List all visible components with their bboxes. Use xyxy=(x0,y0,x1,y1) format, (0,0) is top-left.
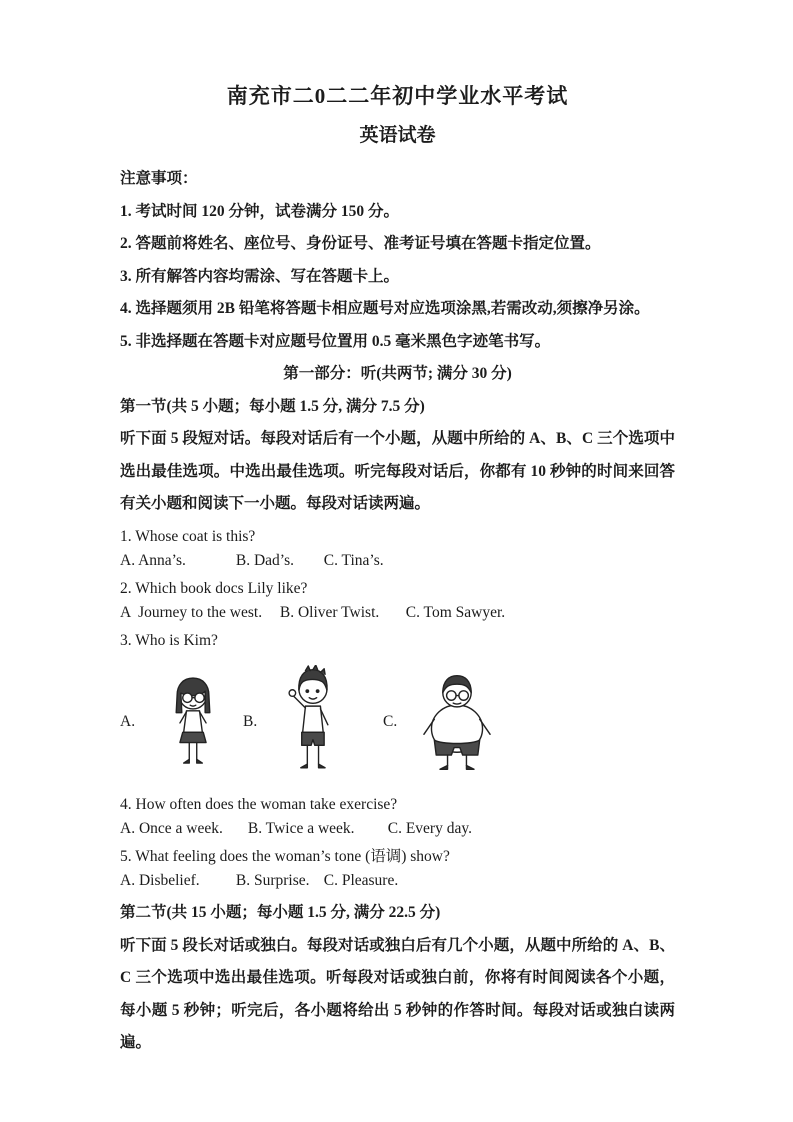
question-5-options xyxy=(120,869,675,893)
notice-heading: 注意事项： xyxy=(120,170,198,187)
question-5-option-b: B. Surprise. xyxy=(235,872,310,890)
kim-option-a-girl-glasses-image xyxy=(165,668,221,776)
question-1-options xyxy=(120,549,675,573)
question-2-option-a: A Journey to the west. xyxy=(120,604,263,622)
question-3-option-a-label: A. xyxy=(120,713,136,731)
question-5 xyxy=(120,845,675,893)
notice-item-3: 3. 所有解答内容均需涂、写在答题卡上。 xyxy=(120,267,400,285)
question-1-option-a: A. Anna’s. xyxy=(120,552,186,570)
question-1-option-c: C. Tina’s. xyxy=(323,552,384,570)
question-4-option-a: A. Once a week. xyxy=(120,820,223,838)
exam-subtitle: 英语试卷 xyxy=(359,125,436,146)
section1-heading: 第一节(共 5 小题；每小题 1.5 分, 满分 7.5 分) xyxy=(120,397,425,415)
question-3-image-options xyxy=(120,661,675,783)
question-5-option-a: A. Disbelief. xyxy=(120,872,200,890)
question-4-option-b: B. Twice a week. xyxy=(247,820,355,838)
question-2-option-c: C. Tom Sawyer. xyxy=(405,604,506,622)
question-4-option-c: C. Every day. xyxy=(387,820,472,838)
notice-item-4: 4. 选择题须用 2B 铅笔将答题卡相应题号对应选项涂黑,若需改动,须擦净另涂。 xyxy=(120,300,650,318)
kim-option-c-chubby-boy-glasses-image xyxy=(415,670,499,774)
notice-item-5: 5. 非选择题在答题卡对应题号位置用 0.5 毫米黑色字迹笔书写。 xyxy=(120,332,551,350)
section2-instructions: 听下面 5 段长对话或独白。每段对话或独白后有几个小题，从题中所给的 A、B、C 三个选项中选出最佳选项。听每段对话或独白前，你将有时间阅读各个小题，每小题 5 秒钟；听完后，各小题将给出 5 秒钟的作答时间。每段对话或独白读两遍。 xyxy=(120,936,675,1052)
question-2-options xyxy=(120,601,675,625)
question-3-text: 3. Who is Kim? xyxy=(120,632,218,650)
notice-item-2: 2. 答题前将姓名、座位号、身份证号、准考证号填在答题卡指定位置。 xyxy=(120,235,601,253)
question-4-options xyxy=(120,817,675,841)
question-3-option-c-label: C. xyxy=(383,713,398,731)
section2-heading: 第二节(共 15 小题；每小题 1.5 分, 满分 22.5 分) xyxy=(120,904,441,922)
question-3-option-b-label: B. xyxy=(243,713,258,731)
question-5-option-c: C. Pleasure. xyxy=(323,872,399,890)
question-4-text: 4. How often does the woman take exercise? xyxy=(120,796,398,814)
question-1-text: 1. Whose coat is this? xyxy=(120,528,256,546)
notice-item-1: 1. 考试时间 120 分钟，试卷满分 150 分。 xyxy=(120,202,400,220)
question-2 xyxy=(120,577,675,625)
question-2-option-b: B. Oliver Twist. xyxy=(279,604,380,622)
question-1 xyxy=(120,525,675,573)
question-2-text: 2. Which book docs Lily like? xyxy=(120,580,308,598)
question-5-text: 5. What feeling does the woman’s tone (语调) show? xyxy=(120,848,450,866)
part1-heading: 第一部分：听(共两节; 满分 30 分) xyxy=(283,365,512,383)
question-4 xyxy=(120,793,675,841)
kim-option-b-waving-boy-image xyxy=(283,665,341,779)
question-1-option-b: B. Dad’s. xyxy=(235,552,294,570)
section1-instructions: 听下面 5 段短对话。每段对话后有一个小题，从题中所给的 A、B、C 三个选项中选出最佳选项。中选出最佳选项。听完每段对话后，你都有 10 秒钟的时间来回答有关小题和阅读下一小题。每段对话读两遍。 xyxy=(120,430,675,513)
question-3 xyxy=(120,629,675,783)
exam-title: 南充市二0二二年初中学业水平考试 xyxy=(226,84,569,108)
